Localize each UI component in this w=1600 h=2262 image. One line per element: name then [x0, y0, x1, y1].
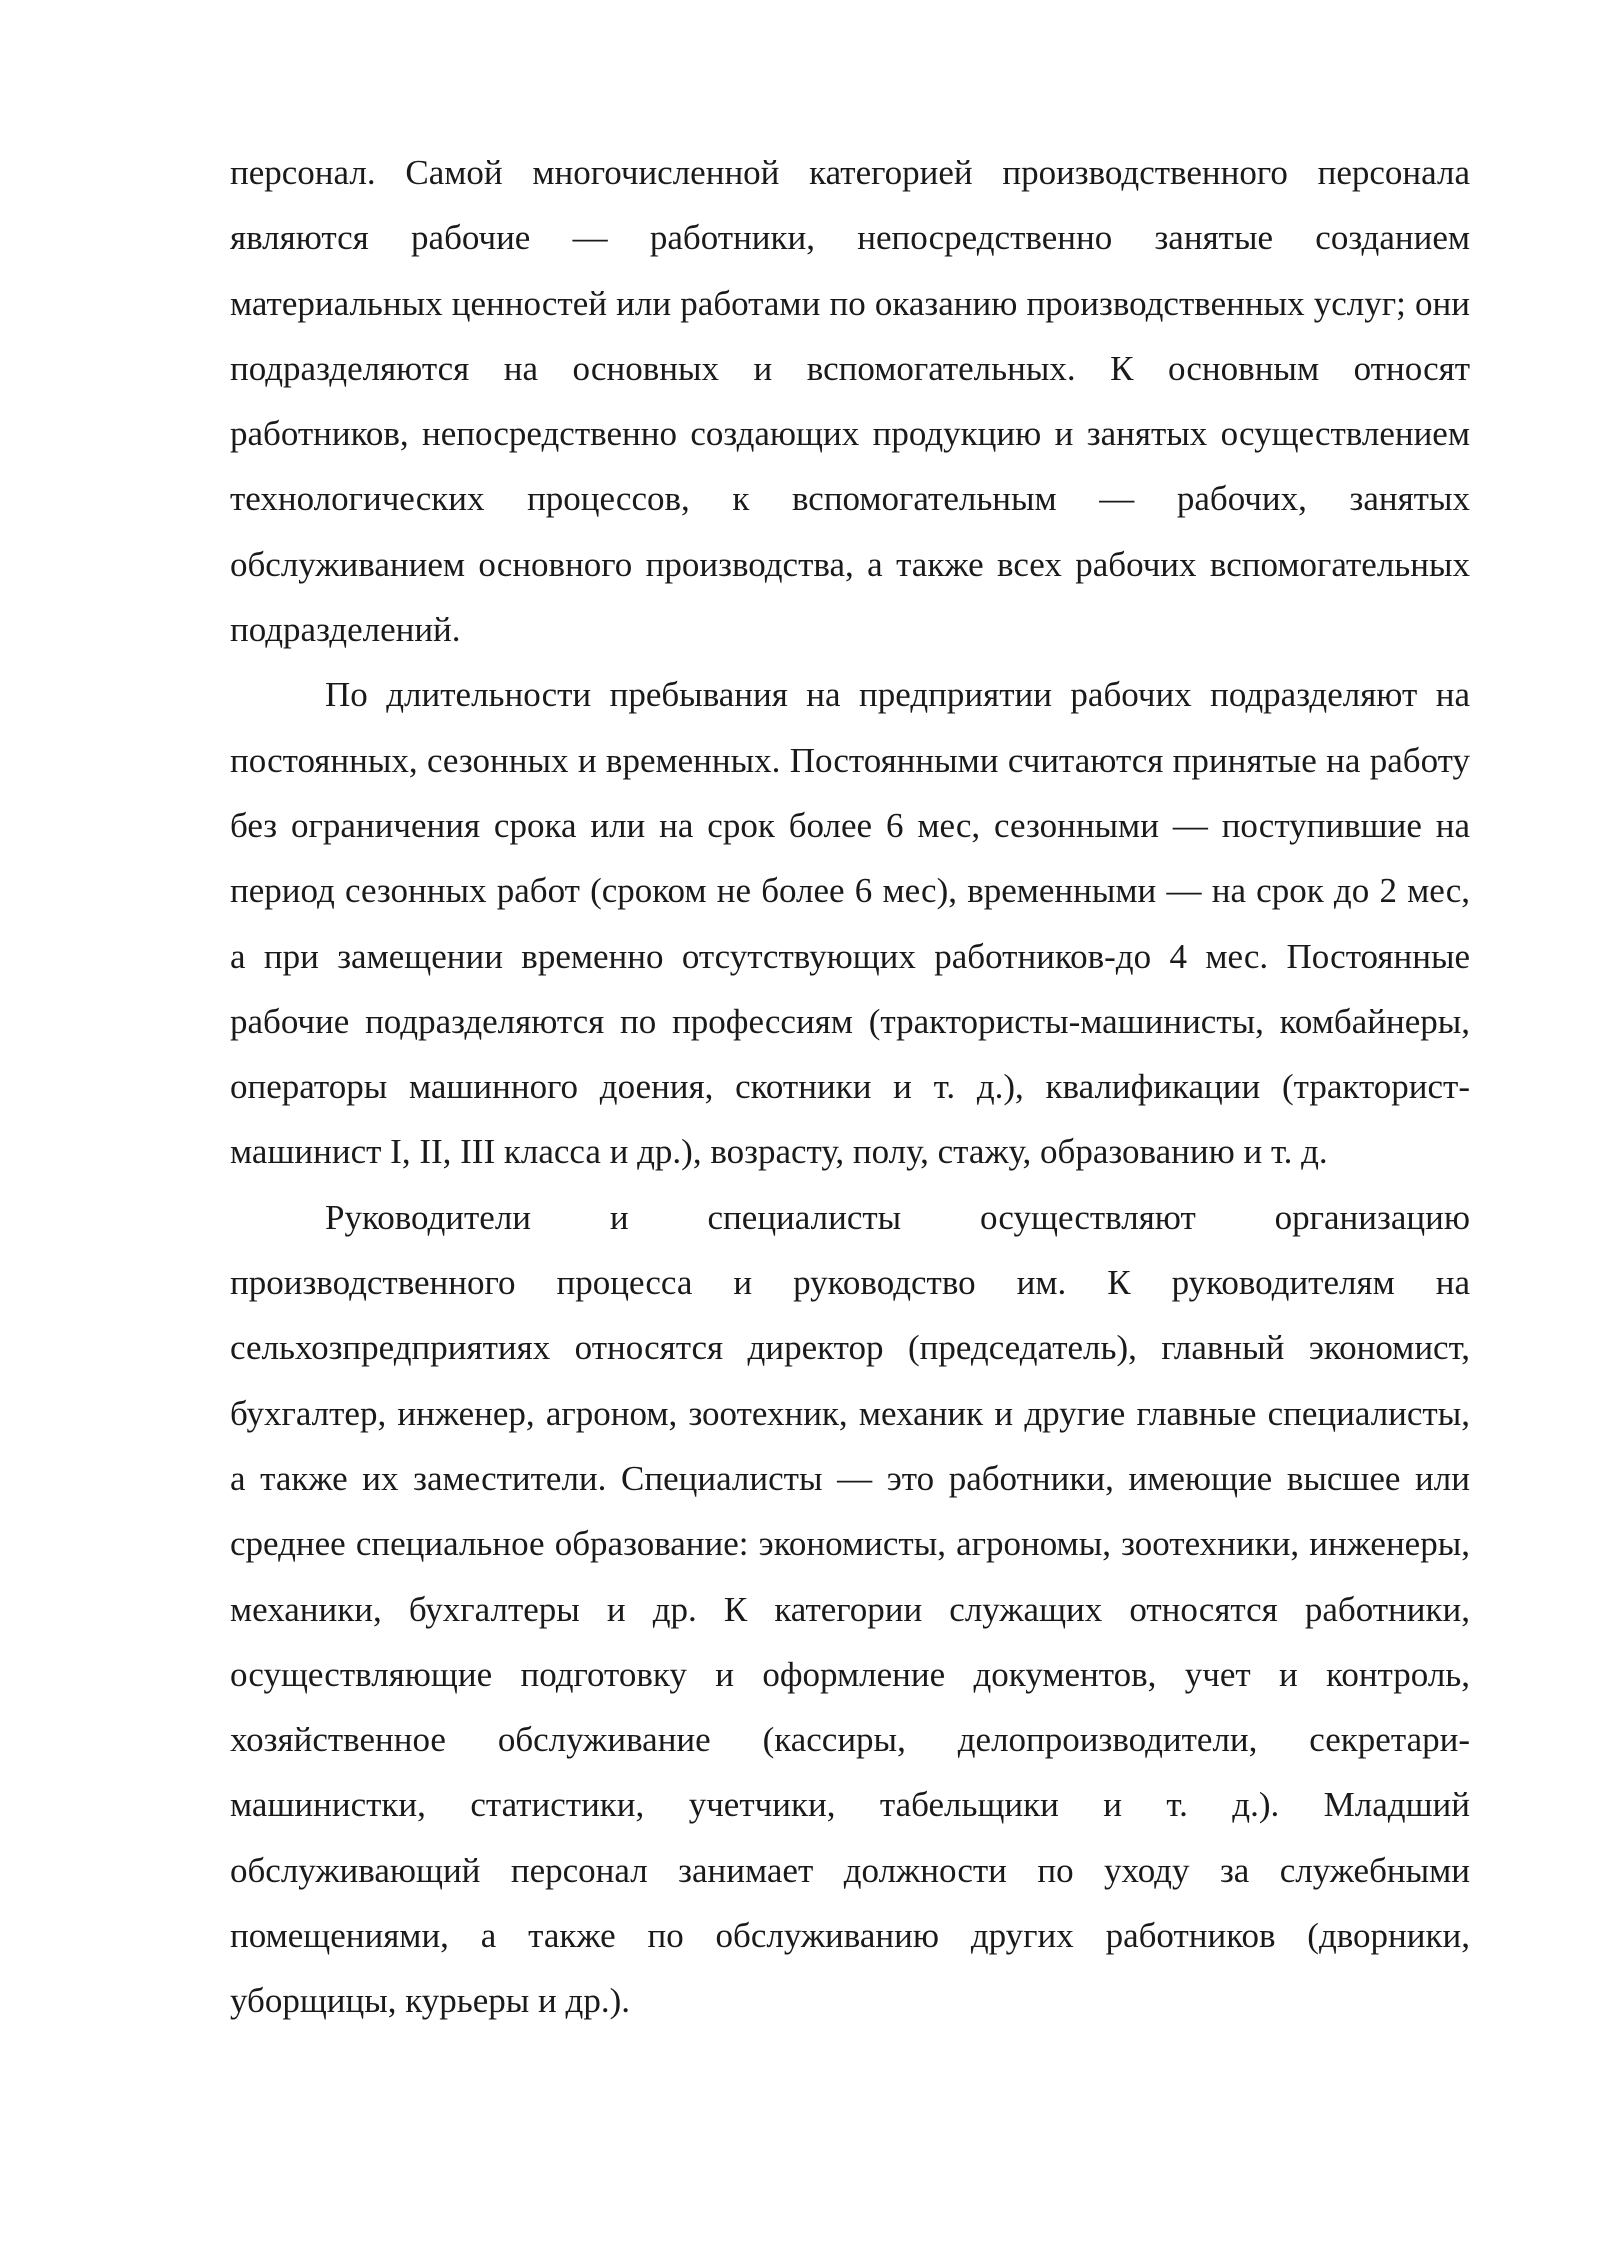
paragraph-duration-of-employment: По длительности пребывания на предприятии рабочих подразделяют на постоянных, сезонных и временных. Постоянными считаются принятые на работу без ограничения срока или на срок более 6 мес, сезонными — поступившие на период сезонных работ (сроком не более 6 мес), временными — на срок до 2 мес, а при замещении временно отсутствующих работников-до 4 мес. Постоянные рабочие подразделяются по профессиям (трактористы-машинисты, комбайнеры, операторы машинного доения, скотники и т. д.), квалификации (тракторист-машинист I, II, III класса и др.), возрасту, полу, стажу, образованию и т. д.	[230, 675, 1470, 1172]
paragraph-managers-and-specialists: Руководители и специалисты осуществляют организацию производственного процесса и руководство им. К руководителям на сельхозпредприятиях относятся директор (председатель), главный экономист, бухгалтер, инженер, агроном, зоотехник, механик и другие главные специалисты, а также их заместители. Специалисты — это работники, имеющие высшее или среднее специальное образование: экономисты, агрономы, зоотехники, инженеры, механики, бухгалтеры и др. К категории служащих относятся работники, осуществляющие подготовку и оформление документов, учет и контроль, хозяйственное обслуживание (кассиры, делопроизводители, секретари-машинистки, статистики, учетчики, табельщики и т. д.). Младший обслуживающий персонал занимает должности по уходу за служебными помещениями, а также по обслуживанию других работников (дворники, уборщицы, курьеры и др.).	[230, 1197, 1470, 2021]
document-body	[230, 140, 1470, 2034]
paragraph-workers-categories: персонал. Самой многочисленной категорией производственного персонала являются рабочие — работники, непосредственно занятые созданием материальных ценностей или работами по оказанию производственных услуг; они подразделяются на основных и вспомогательных. К основным относят работников, непосредственно создающих продукцию и занятых осуществлением технологических процессов, к вспомогательным — рабочих, занятых обслуживанием основного производства, а также всех рабочих вспомогательных подразделений.	[230, 153, 1470, 650]
